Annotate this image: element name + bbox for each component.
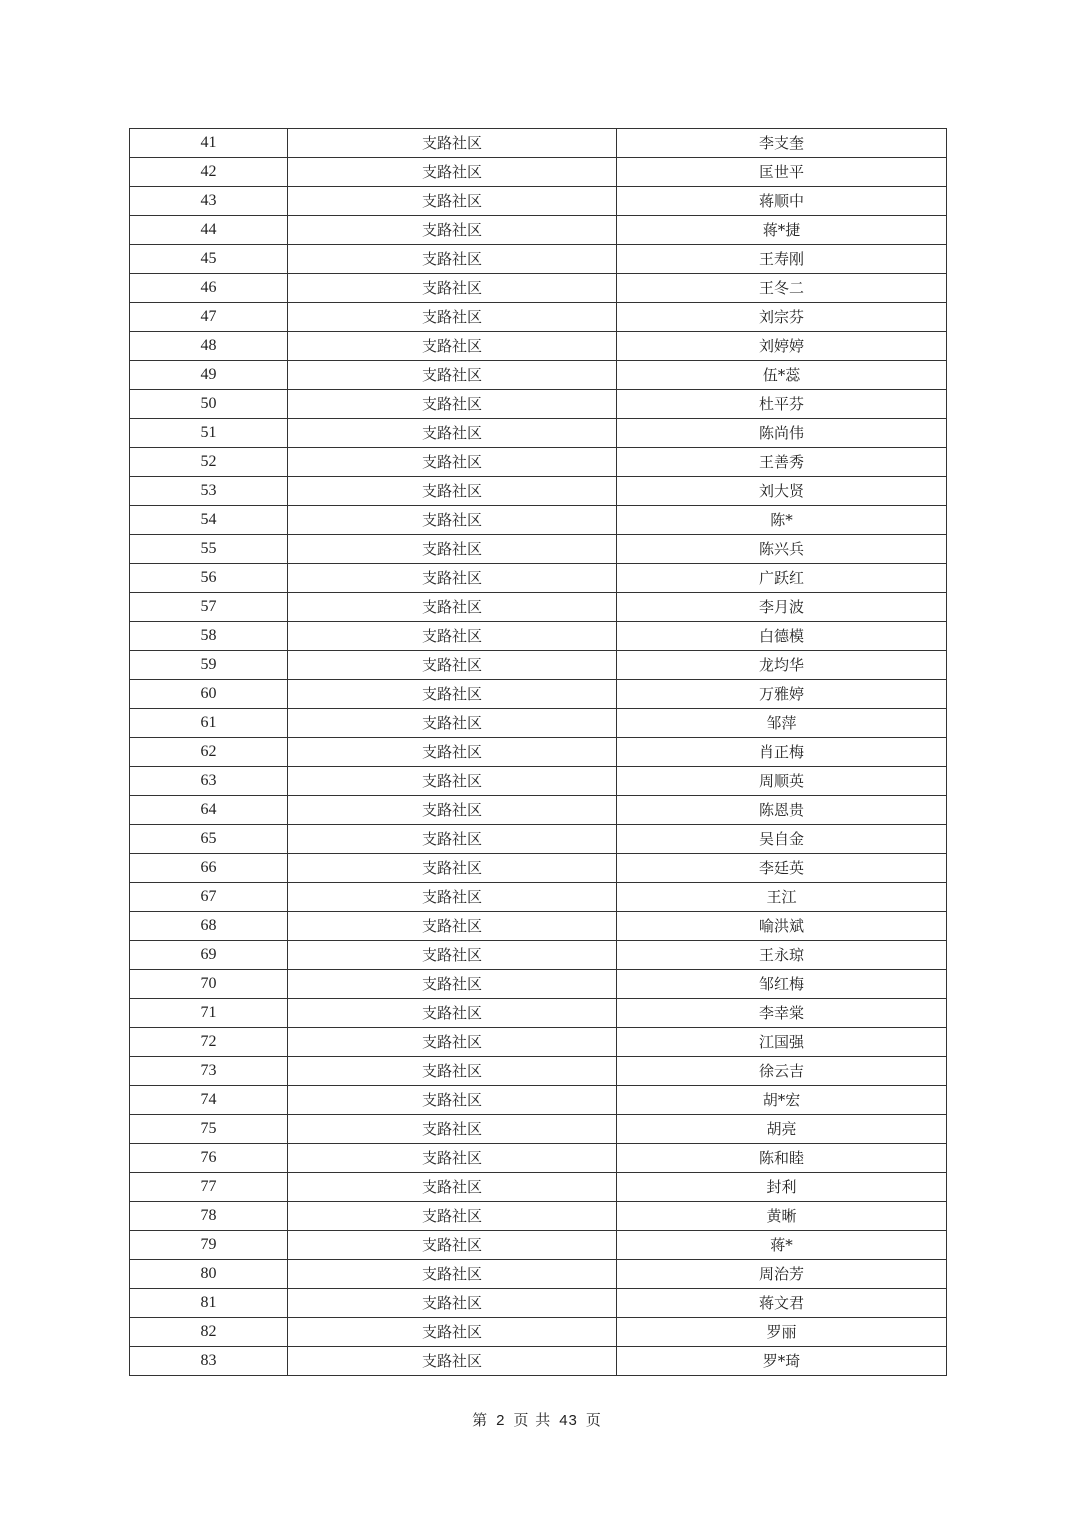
row-number-cell: 50 bbox=[130, 390, 288, 419]
table-row bbox=[130, 332, 947, 361]
person-name-cell: 陈和睦 bbox=[617, 1144, 947, 1173]
row-number-cell: 67 bbox=[130, 883, 288, 912]
community-cell: 支路社区 bbox=[288, 506, 617, 535]
community-cell: 支路社区 bbox=[288, 1115, 617, 1144]
person-name-cell: 万雅婷 bbox=[617, 680, 947, 709]
row-number-cell: 70 bbox=[130, 970, 288, 999]
row-number-cell: 72 bbox=[130, 1028, 288, 1057]
community-cell: 支路社区 bbox=[288, 680, 617, 709]
footer-middle: 页 共 bbox=[513, 1411, 552, 1429]
community-cell: 支路社区 bbox=[288, 274, 617, 303]
person-name-cell: 陈尚伟 bbox=[617, 419, 947, 448]
community-cell: 支路社区 bbox=[288, 332, 617, 361]
community-cell: 支路社区 bbox=[288, 1347, 617, 1376]
table-row bbox=[130, 1260, 947, 1289]
table-row bbox=[130, 1318, 947, 1347]
row-number-cell: 49 bbox=[130, 361, 288, 390]
community-cell: 支路社区 bbox=[288, 1028, 617, 1057]
person-name-cell: 蒋* bbox=[617, 1231, 947, 1260]
footer-total-pages: 43 bbox=[559, 1412, 578, 1429]
table-row bbox=[130, 274, 947, 303]
person-name-cell: 肖正梅 bbox=[617, 738, 947, 767]
row-number-cell: 44 bbox=[130, 216, 288, 245]
row-number-cell: 53 bbox=[130, 477, 288, 506]
row-number-cell: 56 bbox=[130, 564, 288, 593]
person-name-cell: 刘婷婷 bbox=[617, 332, 947, 361]
person-name-cell: 周治芳 bbox=[617, 1260, 947, 1289]
person-name-cell: 广跃红 bbox=[617, 564, 947, 593]
person-name-cell: 李支奎 bbox=[617, 129, 947, 158]
person-name-cell: 胡*宏 bbox=[617, 1086, 947, 1115]
community-cell: 支路社区 bbox=[288, 912, 617, 941]
row-number-cell: 75 bbox=[130, 1115, 288, 1144]
community-cell: 支路社区 bbox=[288, 941, 617, 970]
row-number-cell: 81 bbox=[130, 1289, 288, 1318]
table-row bbox=[130, 361, 947, 390]
row-number-cell: 45 bbox=[130, 245, 288, 274]
table-row bbox=[130, 709, 947, 738]
person-name-cell: 胡亮 bbox=[617, 1115, 947, 1144]
community-cell: 支路社区 bbox=[288, 448, 617, 477]
person-name-cell: 刘宗芬 bbox=[617, 303, 947, 332]
community-cell: 支路社区 bbox=[288, 535, 617, 564]
row-number-cell: 65 bbox=[130, 825, 288, 854]
person-name-cell: 邹红梅 bbox=[617, 970, 947, 999]
table-row bbox=[130, 419, 947, 448]
community-cell: 支路社区 bbox=[288, 622, 617, 651]
row-number-cell: 47 bbox=[130, 303, 288, 332]
table-row bbox=[130, 390, 947, 419]
table-row bbox=[130, 187, 947, 216]
person-name-cell: 江国强 bbox=[617, 1028, 947, 1057]
table-row bbox=[130, 680, 947, 709]
row-number-cell: 79 bbox=[130, 1231, 288, 1260]
table-row bbox=[130, 1028, 947, 1057]
community-cell: 支路社区 bbox=[288, 883, 617, 912]
community-cell: 支路社区 bbox=[288, 709, 617, 738]
community-cell: 支路社区 bbox=[288, 1173, 617, 1202]
row-number-cell: 46 bbox=[130, 274, 288, 303]
table-row bbox=[130, 1144, 947, 1173]
table-row bbox=[130, 593, 947, 622]
page-footer bbox=[0, 1409, 1074, 1430]
table-row bbox=[130, 970, 947, 999]
row-number-cell: 66 bbox=[130, 854, 288, 883]
row-number-cell: 59 bbox=[130, 651, 288, 680]
community-cell: 支路社区 bbox=[288, 738, 617, 767]
row-number-cell: 69 bbox=[130, 941, 288, 970]
table-row bbox=[130, 1231, 947, 1260]
person-name-cell: 刘大贤 bbox=[617, 477, 947, 506]
table-row bbox=[130, 883, 947, 912]
row-number-cell: 76 bbox=[130, 1144, 288, 1173]
row-number-cell: 74 bbox=[130, 1086, 288, 1115]
community-cell: 支路社区 bbox=[288, 796, 617, 825]
person-name-cell: 罗*琦 bbox=[617, 1347, 947, 1376]
person-name-cell: 陈恩贵 bbox=[617, 796, 947, 825]
row-number-cell: 54 bbox=[130, 506, 288, 535]
table-row bbox=[130, 825, 947, 854]
person-name-cell: 蒋文君 bbox=[617, 1289, 947, 1318]
community-cell: 支路社区 bbox=[288, 970, 617, 999]
table-row bbox=[130, 535, 947, 564]
row-number-cell: 60 bbox=[130, 680, 288, 709]
table-row bbox=[130, 941, 947, 970]
table-row bbox=[130, 158, 947, 187]
row-number-cell: 43 bbox=[130, 187, 288, 216]
community-cell: 支路社区 bbox=[288, 1289, 617, 1318]
person-name-cell: 蒋顺中 bbox=[617, 187, 947, 216]
community-cell: 支路社区 bbox=[288, 303, 617, 332]
community-cell: 支路社区 bbox=[288, 1086, 617, 1115]
row-number-cell: 48 bbox=[130, 332, 288, 361]
roster-table-body bbox=[130, 129, 947, 1376]
person-name-cell: 龙均华 bbox=[617, 651, 947, 680]
community-cell: 支路社区 bbox=[288, 216, 617, 245]
person-name-cell: 李月波 bbox=[617, 593, 947, 622]
person-name-cell: 周顺英 bbox=[617, 767, 947, 796]
row-number-cell: 51 bbox=[130, 419, 288, 448]
community-cell: 支路社区 bbox=[288, 361, 617, 390]
table-row bbox=[130, 448, 947, 477]
table-row bbox=[130, 477, 947, 506]
person-name-cell: 喻洪斌 bbox=[617, 912, 947, 941]
table-row bbox=[130, 1289, 947, 1318]
table-row bbox=[130, 912, 947, 941]
row-number-cell: 78 bbox=[130, 1202, 288, 1231]
row-number-cell: 82 bbox=[130, 1318, 288, 1347]
community-cell: 支路社区 bbox=[288, 187, 617, 216]
table-row bbox=[130, 506, 947, 535]
community-cell: 支路社区 bbox=[288, 1231, 617, 1260]
person-name-cell: 王江 bbox=[617, 883, 947, 912]
row-number-cell: 68 bbox=[130, 912, 288, 941]
person-name-cell: 徐云吉 bbox=[617, 1057, 947, 1086]
community-cell: 支路社区 bbox=[288, 651, 617, 680]
community-cell: 支路社区 bbox=[288, 825, 617, 854]
person-name-cell: 王冬二 bbox=[617, 274, 947, 303]
person-name-cell: 蒋*捷 bbox=[617, 216, 947, 245]
row-number-cell: 73 bbox=[130, 1057, 288, 1086]
community-cell: 支路社区 bbox=[288, 1318, 617, 1347]
table-row bbox=[130, 1115, 947, 1144]
person-name-cell: 罗丽 bbox=[617, 1318, 947, 1347]
community-cell: 支路社区 bbox=[288, 390, 617, 419]
table-row bbox=[130, 738, 947, 767]
row-number-cell: 41 bbox=[130, 129, 288, 158]
person-name-cell: 邹萍 bbox=[617, 709, 947, 738]
person-name-cell: 陈兴兵 bbox=[617, 535, 947, 564]
community-cell: 支路社区 bbox=[288, 1057, 617, 1086]
community-cell: 支路社区 bbox=[288, 593, 617, 622]
person-name-cell: 黄晰 bbox=[617, 1202, 947, 1231]
community-cell: 支路社区 bbox=[288, 419, 617, 448]
person-name-cell: 杜平芬 bbox=[617, 390, 947, 419]
table-row bbox=[130, 216, 947, 245]
person-name-cell: 王寿刚 bbox=[617, 245, 947, 274]
table-row bbox=[130, 1057, 947, 1086]
community-cell: 支路社区 bbox=[288, 564, 617, 593]
row-number-cell: 62 bbox=[130, 738, 288, 767]
table-row bbox=[130, 622, 947, 651]
row-number-cell: 61 bbox=[130, 709, 288, 738]
row-number-cell: 52 bbox=[130, 448, 288, 477]
table-row bbox=[130, 129, 947, 158]
person-name-cell: 李幸棠 bbox=[617, 999, 947, 1028]
community-cell: 支路社区 bbox=[288, 245, 617, 274]
person-name-cell: 李廷英 bbox=[617, 854, 947, 883]
table-row bbox=[130, 1086, 947, 1115]
footer-suffix: 页 bbox=[585, 1411, 602, 1429]
community-cell: 支路社区 bbox=[288, 158, 617, 187]
table-row bbox=[130, 245, 947, 274]
table-row bbox=[130, 651, 947, 680]
row-number-cell: 63 bbox=[130, 767, 288, 796]
table-row bbox=[130, 1347, 947, 1376]
row-number-cell: 42 bbox=[130, 158, 288, 187]
row-number-cell: 64 bbox=[130, 796, 288, 825]
row-number-cell: 77 bbox=[130, 1173, 288, 1202]
person-name-cell: 王善秀 bbox=[617, 448, 947, 477]
row-number-cell: 80 bbox=[130, 1260, 288, 1289]
table-row bbox=[130, 999, 947, 1028]
person-name-cell: 陈* bbox=[617, 506, 947, 535]
community-cell: 支路社区 bbox=[288, 1144, 617, 1173]
table-row bbox=[130, 564, 947, 593]
community-cell: 支路社区 bbox=[288, 854, 617, 883]
table-row bbox=[130, 767, 947, 796]
community-cell: 支路社区 bbox=[288, 999, 617, 1028]
person-name-cell: 匡世平 bbox=[617, 158, 947, 187]
table-row bbox=[130, 796, 947, 825]
person-name-cell: 封利 bbox=[617, 1173, 947, 1202]
person-name-cell: 白德模 bbox=[617, 622, 947, 651]
table-row bbox=[130, 303, 947, 332]
community-cell: 支路社区 bbox=[288, 1260, 617, 1289]
row-number-cell: 83 bbox=[130, 1347, 288, 1376]
roster-table bbox=[129, 128, 947, 1376]
community-cell: 支路社区 bbox=[288, 129, 617, 158]
table-row bbox=[130, 1202, 947, 1231]
table-row bbox=[130, 1173, 947, 1202]
person-name-cell: 王永琼 bbox=[617, 941, 947, 970]
table-row bbox=[130, 854, 947, 883]
community-cell: 支路社区 bbox=[288, 767, 617, 796]
footer-prefix: 第 bbox=[472, 1411, 489, 1429]
row-number-cell: 55 bbox=[130, 535, 288, 564]
row-number-cell: 57 bbox=[130, 593, 288, 622]
person-name-cell: 吴自金 bbox=[617, 825, 947, 854]
row-number-cell: 58 bbox=[130, 622, 288, 651]
community-cell: 支路社区 bbox=[288, 1202, 617, 1231]
person-name-cell: 伍*蕊 bbox=[617, 361, 947, 390]
footer-page-number: 2 bbox=[496, 1412, 506, 1429]
row-number-cell: 71 bbox=[130, 999, 288, 1028]
community-cell: 支路社区 bbox=[288, 477, 617, 506]
